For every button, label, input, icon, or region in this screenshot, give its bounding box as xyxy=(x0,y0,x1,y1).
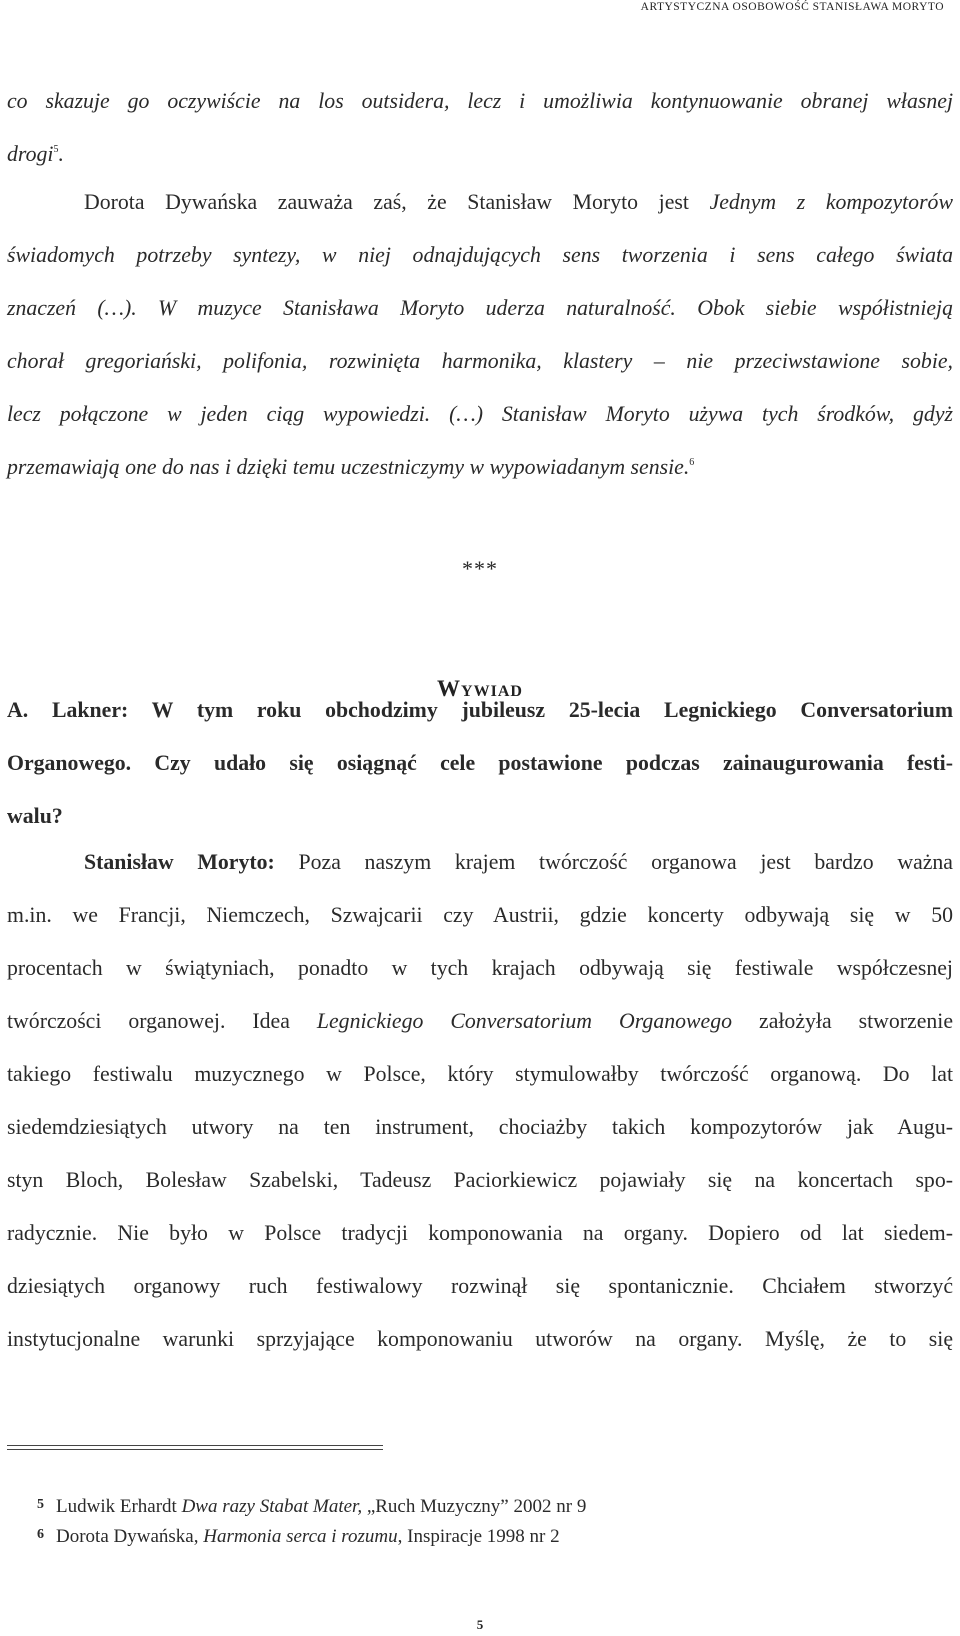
footnote-ref-5[interactable]: 5 xyxy=(53,144,59,155)
text-line: Dorota Dywańska zauważa zaś, że Stanisław Moryto jest Jednym z kompozytorów xyxy=(84,190,953,214)
footnote-divider xyxy=(7,1449,383,1450)
text-line: A. Lakner: W tym roku obchodzimy jubileusz 25-lecia Legnickiego Conversatorium xyxy=(7,698,953,722)
running-header: ARTYSTYCZNA OSOBOWOŚĆ STANISŁAWA MORYTO xyxy=(640,1,944,13)
quote-paragraph xyxy=(7,75,953,181)
speaker-name: Stanisław Moryto: xyxy=(84,850,275,874)
text-line: znaczeń (…). W muzyce Stanisława Moryto uderza naturalność. Obok siebie współistnieją xyxy=(7,296,953,320)
text-line: Organowego. Czy udało się osiągnąć cele postawione podczas zainaugurowania festi- xyxy=(7,751,953,775)
text-line: takiego festiwalu muzycznego w Polsce, który stymulowałby twórczość organową. Do lat xyxy=(7,1062,953,1086)
section-separator: *** xyxy=(462,556,498,581)
page-number: 5 xyxy=(476,1617,484,1632)
footnote-5: $^5$ Ludwik Erhardt Dwa razy Stabat Mater, „Ruch Muzyczny” 2002 nr 9 xyxy=(37,1496,587,1517)
text-line: chorał gregoriański, polifonia, rozwinięta harmonika, klastery – nie przeciwstawione sobie, xyxy=(7,349,953,373)
text-line: radycznie. Nie było w Polsce tradycji komponowania na organy. Dopiero od lat siedem- xyxy=(7,1221,953,1245)
text-line: lecz połączone w jeden ciąg wypowiedzi. (…) Stanisław Moryto używa tych środków, gdyż xyxy=(7,402,953,426)
text-line: instytucjonalne warunki sprzyjające komponowaniu utworów na organy. Myślę, że to się xyxy=(7,1327,953,1351)
footnote-divider xyxy=(7,1445,383,1446)
text-line: przemawiają one do nas i dzięki temu uczestniczymy w wypowiadanym sensie.$^6$ xyxy=(7,455,695,479)
text-line: procentach w świątyniach, ponadto w tych krajach odbywają się festiwale współczesnej xyxy=(7,956,953,980)
text-line: styn Bloch, Bolesław Szabelski, Tadeusz Paciorkiewicz pojawiały się na koncertach spo- xyxy=(7,1168,953,1192)
text-line: twórczości organowej. Idea Legnickiego Conversatorium Organowego założyła stworzenie xyxy=(7,1009,954,1033)
interview-answer xyxy=(7,836,953,1366)
section-heading: Wywiad xyxy=(437,676,523,701)
text-line: m.in. we Francji, Niemczech, Szwajcarii czy Austrii, gdzie koncerty odbywają się w 50 xyxy=(7,903,953,927)
text-line: co skazuje go oczywiście na los outsidera, lecz i umożliwia kontynuowanie obranej własnej xyxy=(7,89,953,113)
text-line: drogi$^5$. xyxy=(7,142,64,166)
footnote-ref-6[interactable]: 6 xyxy=(689,457,695,468)
text-line: świadomych potrzeby syntezy, w niej odnajdujących sens tworzenia i sens całego świata xyxy=(7,243,953,267)
text-line: dziesiątych organowy ruch festiwalowy rozwinął się spontanicznie. Chciałem stworzyć xyxy=(7,1274,953,1298)
interview-question xyxy=(7,684,953,843)
text-line: walu? xyxy=(7,804,63,828)
dywanska-paragraph xyxy=(7,176,953,494)
text-line: siedemdziesiątych utwory na ten instrument, chociażby takich kompozytorów jak Augu- xyxy=(7,1115,953,1139)
footnote-6: $^6$ Dorota Dywańska, Harmonia serca i rozumu, Inspiracje 1998 nr 2 xyxy=(37,1526,560,1547)
text-line: Stanisław Moryto: Poza naszym krajem twórczość organowa jest bardzo ważna xyxy=(84,850,953,874)
